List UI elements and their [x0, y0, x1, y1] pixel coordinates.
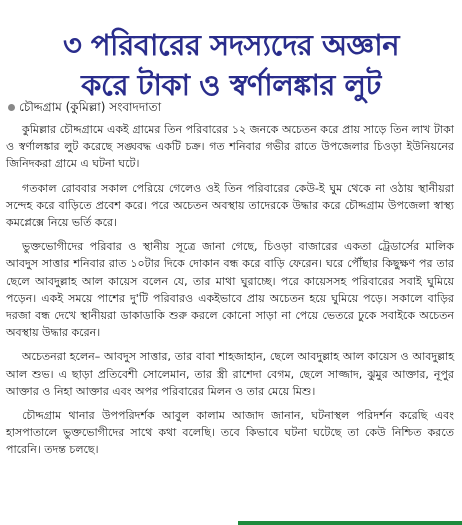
- paragraph-1: কুমিল্লার চৌদ্দগ্রামে একই গ্রামের তিন পরিবারের ১২ জনকে অচেতন করে প্রায় সাড়ে তিন লাখ টাকা ও স্বর্ণালঙ্কার লুট করেছে সঙ্ঘবদ্ধ একটি চক্র। গত শনিবার গভীর রাতে উপজেলার চিওড়া ইউনিয়নের জিনিদকরা গ্রামে এ ঘটনা ঘটে।: [6, 123, 454, 171]
- byline-text: চৌদ্দগ্রাম (কুমিল্লা) সংবাদদাতা: [19, 100, 162, 114]
- paragraph-5: চৌদ্দগ্রাম থানার উপপরিদর্শক আবুল কালাম আজাদ জানান, ঘটনাস্থল পরিদর্শন করেছি এবং হাসপাতালে ভুক্তভোগীদের সাথে কথা বলেছি। তবে কিভাবে ঘটনা ঘটেছে তা কেউ নিশ্চিত করতে পারেনি। তদন্ত চলছে।: [6, 409, 454, 457]
- paragraph-3: ভুক্তভোগীদের পরিবার ও স্থানীয় সূত্রে জানা গেছে, চিওড়া বাজারের একতা ট্রেডার্সের মালিক আবদুস সাত্তার শনিবার রাত ১০টার দিকে দোকান বন্ধ করে বাড়ি ফেরেন। ঘরে পৌঁছার কিছুক্ষণ পর তার ছেলে আবদুল্লাহ আল কায়েস বলেন যে, তার মাথা ঘুরাচ্ছে। পরে কায়েসসহ পরিবারের সবাই ঘুমিয়ে পড়েন। একই সময়ে পাশের দু'টি পরিবারও একইভাবে প্রায় অচেতন হয়ে ঘুমিয়ে পড়ে। সকালে বাড়ির দরজা বন্ধ দেখে স্থানীয়রা ডাকাডাকি শুরু করলে কোনো সাড়া না পেয়ে ভেতরে ঢুকে সবাইকে অচেতন অবস্থায় উদ্ধার করেন।: [6, 240, 454, 340]
- bottom-divider: [238, 521, 462, 525]
- byline: [8, 99, 448, 115]
- headline-line-2: করে টাকা ও স্বর্ণালঙ্কার লুট: [81, 68, 381, 103]
- paragraph-4: অচেতনরা হলেন– আবদুস সাত্তার, তার বাবা শাহজাহান, ছেলে আবদুল্লাহ আল কায়েস ও আবদুল্লাহ আল শুভ। এ ছাড়া প্রতিবেশী সোলেমান, তার স্ত্রী রাশেদা বেগম, ছেলে সাজ্জাদ, ঝুমুর আক্তার, নূপুর আক্তার ও নিহা আক্তার এবং অপর পরিবারের মিলন ও তার মেয়ে মিশু।: [6, 350, 454, 398]
- bullet-icon: [8, 104, 15, 111]
- article-body: [6, 121, 454, 466]
- headline-line-1: ৩ পরিবারের সদস্যদের অজ্ঞান: [62, 28, 400, 63]
- paragraph-2: গতকাল রোববার সকাল পেরিয়ে গেলেও ওই তিন পরিবারের কেউ-ই ঘুম থেকে না ওঠায় স্থানীয়রা সন্দেহ করে বাড়িতে প্রবেশ করে। পরে অচেতন অবস্থায় তাদেরকে উদ্ধার করে চৌদ্দগ্রাম উপজেলা স্বাস্থ্য কমপ্লেক্সে নিয়ে ভর্তি করে।: [6, 181, 454, 230]
- headline: [4, 25, 458, 105]
